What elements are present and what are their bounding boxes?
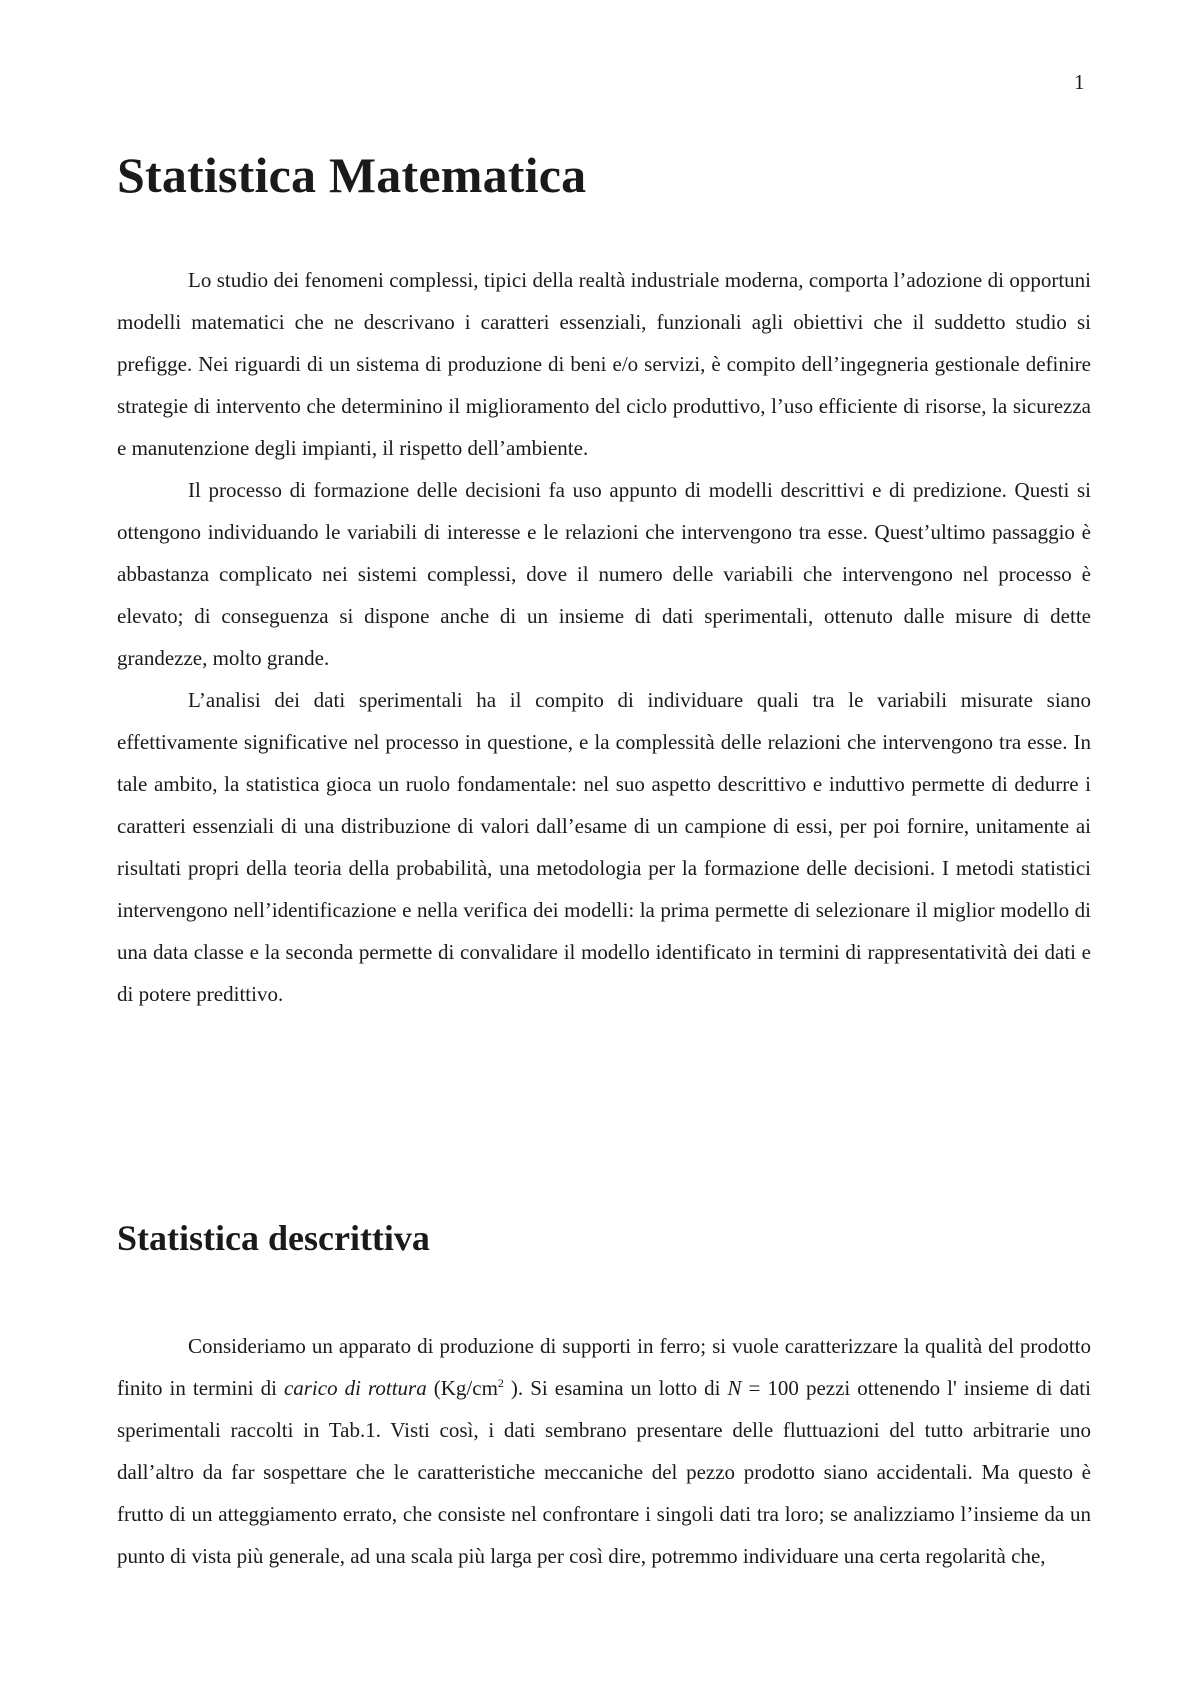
math-variable: N bbox=[727, 1376, 742, 1400]
page-number: 1 bbox=[1074, 70, 1085, 94]
intro-paragraph: L’analisi dei dati sperimentali ha il compito di individuare quali tra le variabili misurate siano effettivamente significative nel processo in questione, e la complessità delle relazioni che intervengono tra esse. In tale ambito, la statistica gioca un ruolo fondamentale: nel suo aspetto descrittivo e induttivo permette di dedurre i caratteri essenziali di una distribuzione di valori dall’esame di un campione di essi, per poi fornire, unitamente ai risultati propri della teoria della probabilità, una metodologia per la formazione delle decisioni. I metodi statistici intervengono nell’identificazione e nella verifica dei modelli: la prima permette di selezionare il miglior modello di una data classe e la seconda permette di convalidare il modello identificato in termini di rappresentatività dei dati e di potere predittivo. bbox=[117, 688, 1091, 1006]
intro-paragraph: Il processo di formazione delle decisioni fa uso appunto di modelli descrittivi e di predizione. Questi si ottengono individuando le variabili di interesse e le relazioni che intervengono tra esse. Quest’ultimo passaggio è abbastanza complicato nei sistemi complessi, dove il numero delle variabili che intervengono nel processo è elevato; di conseguenza si dispone anche di un insieme di dati sperimentali, ottenuto dalle misure di dette grandezze, molto grande. bbox=[117, 478, 1091, 670]
section-title: Statistica descrittiva bbox=[117, 1218, 430, 1258]
section-text-block bbox=[117, 1325, 1091, 1577]
intro-text-block bbox=[117, 259, 1091, 1015]
document-title: Statistica Matematica bbox=[117, 147, 587, 203]
section-text: = 100 pezzi ottenendo l' insieme di dati sperimentali raccolti in Tab.1. Visti così, i dati sembrano presentare delle fluttuazioni del tutto arbitrarie uno dall’altro da far sospettare che le caratteristiche meccaniche del pezzo prodotto siano accidentali. Ma questo è frutto di un atteggiamento errato, che consiste nel confrontare i singoli dati tra loro; se analizziamo l’insieme da un punto di vista più generale, ad una scala più larga per così dire, potremmo individuare una certa regolarità che, bbox=[117, 1376, 1091, 1568]
italic-term: carico di rottura bbox=[283, 1376, 427, 1400]
section-text: ). Si esamina un lotto di bbox=[503, 1376, 728, 1400]
section-text: Consideriamo un apparato di produzione di supporti in ferro; si vuole caratterizzare la qualità del prodotto finito in termini di bbox=[117, 1334, 1091, 1400]
section-paragraph bbox=[117, 1325, 1091, 1577]
unit-superscript: 2 bbox=[497, 1376, 504, 1390]
section-text: (Kg/cm bbox=[426, 1376, 498, 1400]
intro-paragraph: Lo studio dei fenomeni complessi, tipici della realtà industriale moderna, comporta l’adozione di opportuni modelli matematici che ne descrivano i caratteri essenziali, funzionali agli obiettivi che il suddetto studio si prefigge. Nei riguardi di un sistema di produzione di beni e/o servizi, è compito dell’ingegneria gestionale definire strategie di intervento che determinino il miglioramento del ciclo produttivo, l’uso efficiente di risorse, la sicurezza e manutenzione degli impianti, il rispetto dell’ambiente. bbox=[117, 268, 1091, 460]
